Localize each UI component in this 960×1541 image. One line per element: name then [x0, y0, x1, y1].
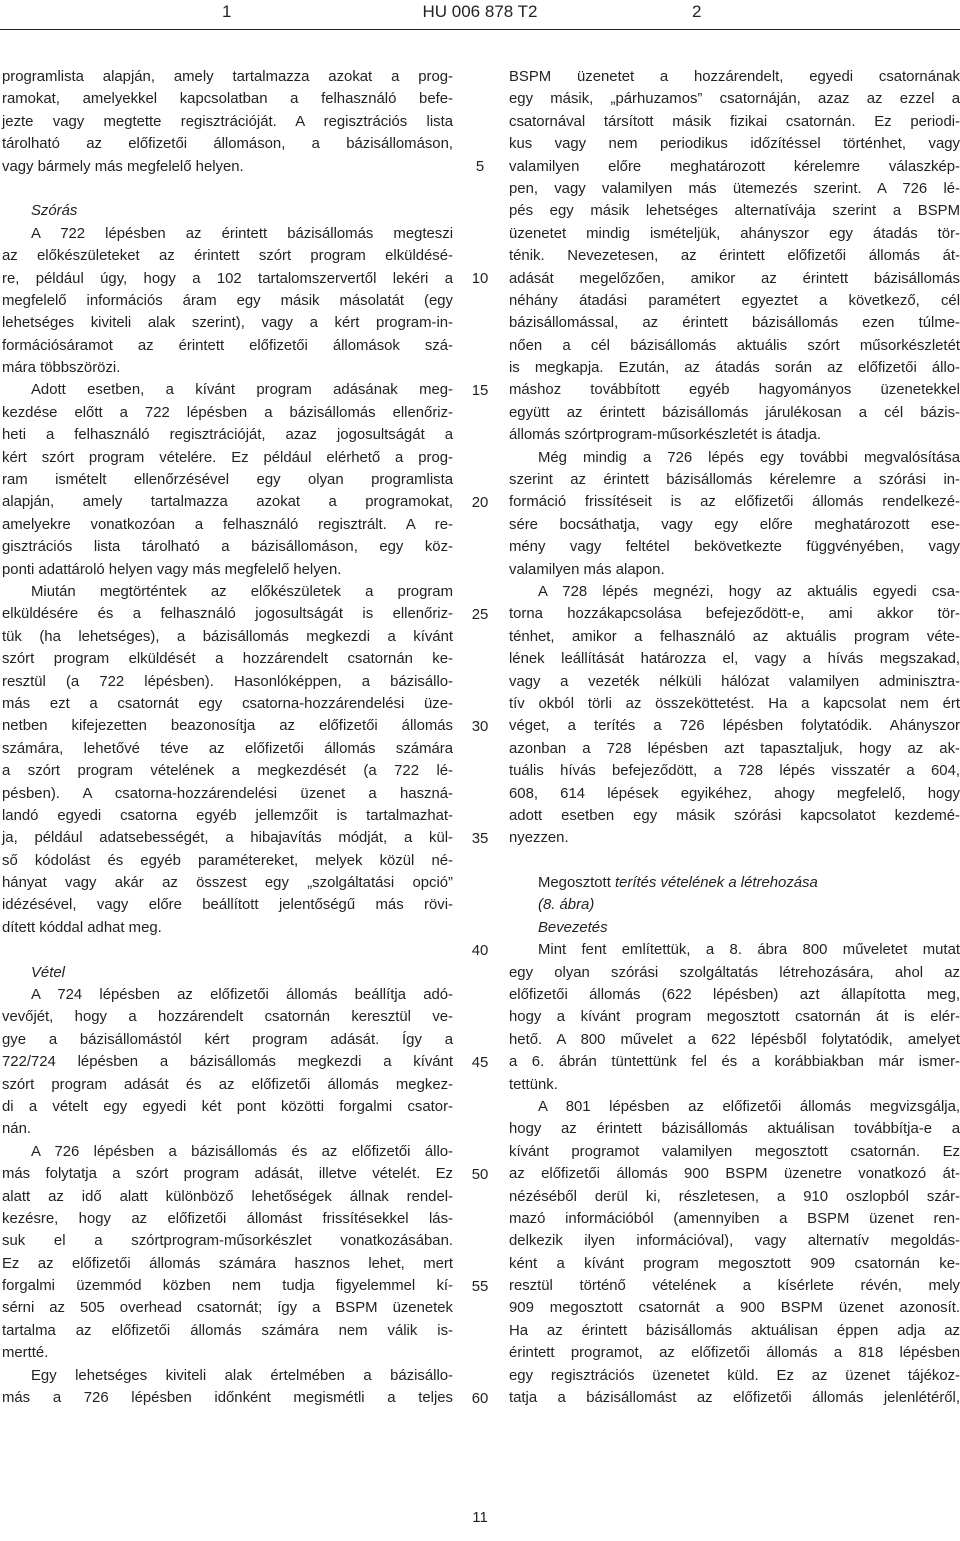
text-line: 722/724 lépésben a bázisállomás megkezdi a kívánt: [2, 1054, 453, 1071]
line-number: 10: [471, 270, 489, 287]
document-id: HU 006 878 T2: [422, 2, 538, 21]
text-line: Egy lehetséges kiviteli alak értelmében a bázisállo-: [31, 1367, 453, 1384]
section-heading: (8. ábra): [538, 897, 595, 914]
text-line: A 726 lépésben a bázisállomás és az előfizetői állo-: [31, 1143, 453, 1160]
text-line: 909 megosztott csatornát a 900 BSPM üzenet azonosít.: [509, 1300, 960, 1317]
text-line: 608, 614 lépések egyikéhez, ahogy megfelelő, hogy: [509, 785, 960, 802]
text-line: hető. A 800 művelet a 622 lépésből folytatódik, amelyet: [509, 1031, 960, 1048]
text-line: kezdése előtt a 722 lépésben a bázisállomás ellenőriz-: [2, 404, 453, 421]
text-line: mény vagy feltétel bekövetkezte függvényében, vagy: [509, 539, 960, 556]
text-line: Miután megtörténtek az előkészületek a program: [31, 583, 453, 600]
right-page-number: 2: [692, 2, 702, 21]
line-number: 60: [471, 1390, 489, 1407]
line-number: 25: [471, 606, 489, 623]
text-line: hogy az érintett bázisállomás aktuálisan továbbítja-e a: [509, 1121, 960, 1138]
line-number: 40: [471, 942, 489, 959]
text-line: hogy a kívánt program megosztott csatornán át is elér-: [509, 1009, 960, 1026]
text-line: A 801 lépésben az előfizetői állomás megvizsgálja,: [538, 1098, 960, 1115]
section-heading: Vétel: [31, 964, 65, 981]
text-line: alatt az idő alatt különböző lehetőségek állnak rendel-: [2, 1188, 453, 1205]
text-line: szórt program elküldését a hozzárendelt csatornán ke-: [2, 651, 453, 668]
text-line: A 724 lépésben az előfizetői állomás beállítja adó-: [31, 987, 453, 1004]
section-heading: Bevezetés: [538, 919, 608, 936]
text-line: suk el a szórtprogram-műsorkészlet vonatkozásában.: [2, 1233, 453, 1250]
section-heading: Szórás: [31, 203, 78, 220]
text-line: heti a felhasználó regisztrációját, azaz jogosultságát a: [2, 427, 453, 444]
footer-page-number: 11: [472, 1510, 488, 1526]
text-line: landó egyedi csatorna egyéb jellemzőit is tartalmazhat-: [2, 807, 453, 824]
text-line: kus vagy nem periodikus időzítéssel történhet, vagy: [509, 136, 960, 153]
text-line: valamilyen más alapon.: [509, 561, 665, 578]
text-line: alapján, amely tartalmazza azokat a programokat,: [2, 494, 453, 511]
line-number: 50: [471, 1166, 489, 1183]
line-number: 15: [471, 382, 489, 399]
text-line: a szórt program vételének a megkezdését (a 722 lé-: [2, 763, 453, 780]
text-line: forgalmi üzemmód közben nem tudja figyelemmel kí-: [2, 1278, 453, 1295]
text-line: tárolható az előfizetői állomáson, a bázisállomáson,: [2, 136, 453, 153]
text-line: más folytatja a szórt program adását, illetve vételét. Ez: [2, 1166, 453, 1183]
text-line: más ezt a csatornát egy csatorna-hozzárendelési üze-: [2, 695, 453, 712]
text-line: máshoz továbbított egyéb hagyományos üzenetekkel: [509, 382, 960, 399]
blank-line: [2, 939, 453, 961]
text-line: véget, a terítés a 726 lépésben folytatódik. Ahányszor: [509, 718, 960, 735]
text-line: szerint az érintett bázisállomás kérelemre a szórási in-: [509, 472, 960, 489]
text-line: nán.: [2, 1121, 31, 1138]
text-line: más a 726 lépésben időnként megismétli a teljes: [2, 1390, 453, 1407]
text-line: tív okból törli az összeköttetést. Ha a kapcsolat nem ért: [509, 695, 960, 712]
text-line: formációsáramot az érintett előfizetői állomások szá-: [2, 337, 453, 354]
blank-line: [2, 178, 453, 200]
text-line: ja, például adatsebességét, a hibajavítás módját, a kül-: [2, 830, 453, 847]
text-line: ténhet, amikor a felhasználó az aktuális program véte-: [509, 628, 960, 645]
line-number: 45: [471, 1054, 489, 1071]
text-line: Még mindig a 726 lépés egy további megvalósítása: [538, 449, 960, 466]
text-line: resztül történő vételének a kísérlete révén, mely: [509, 1278, 960, 1295]
text-line: sére bocsáthatja, vagy egy előre meghatározott ese-: [509, 516, 960, 533]
text-line: lehetséges kiviteli alak szerint), vagy a kért program-in-: [2, 315, 453, 332]
text-line: állomás szórtprogram-műsorkészletét is átadja.: [509, 427, 821, 444]
text-line: A 728 lépés megnézi, hogy az aktuális egyedi csa-: [538, 583, 960, 600]
text-line: idézésével, vagy előre beállított jelentőségű más rövi-: [2, 897, 453, 914]
text-line: amelyekre vonatkozóan a felhasználó regisztrált. A re-: [2, 516, 453, 533]
right-text-column: [509, 66, 960, 1409]
text-line: bázisállomással, az érintett bázisállomás ezen túlme-: [509, 315, 960, 332]
text-line: kívánt programot valamilyen megosztott csatornán. Ez: [509, 1143, 960, 1160]
line-number: 30: [471, 718, 489, 735]
text-line: szórt program adását és az előfizetői állomás megkez-: [2, 1076, 453, 1093]
text-line: dített kóddal adhat meg.: [2, 919, 162, 936]
text-line: is megkapja. Ezután, az átadás során az előfizetői állo-: [509, 360, 960, 377]
text-line: egy másik, „párhuzamos” csatornáján, azaz az ezzel a: [509, 91, 960, 108]
text-line: előfizetői állomás (622 lépésben) azt állapította meg,: [509, 987, 960, 1004]
text-line: mára többszörözi.: [2, 360, 121, 377]
text-line: a 6. ábrán tüntettünk fel és a korábbiakban már ismer-: [509, 1054, 960, 1071]
text-line: formáció frissítéseit is az előfizetői állomás rendelkezé-: [509, 494, 960, 511]
left-text-column: [2, 66, 453, 1409]
text-line: Mint fent említettük, a 8. ábra 800 műveletet mutat: [538, 942, 960, 959]
text-line: tettünk.: [509, 1076, 558, 1093]
text-line: nézéséből derül ki, részletesen, a 910 oszlopból szár-: [509, 1188, 960, 1205]
text-line: programlista alapján, amely tartalmazza azokat a prog-: [2, 69, 453, 85]
text-line: valamilyen előre meghatározott kérelemre válaszkép-: [509, 158, 960, 175]
text-line: BSPM üzenetet a hozzárendelt, egyedi csatornának: [509, 69, 960, 85]
text-line: vagy bármely más megfelelő helyen.: [2, 158, 244, 175]
text-line: netben kifejezetten beazonosítja az előfizetői állomás: [2, 718, 453, 735]
text-line: mertté.: [2, 1345, 49, 1362]
text-line: ram ismételt ellenőrzésével egy olyan programlista: [2, 472, 453, 489]
text-line: ramokat, amelyekkel kapcsolatban a felhasználó befe-: [2, 91, 453, 108]
text-line: kezésre, hogy az előfizetői állomást frissítésekkel lás-: [2, 1210, 453, 1227]
text-line: elküldésére és a felhasználó jogosultságát is ellenőriz-: [2, 606, 453, 623]
line-number: 35: [471, 830, 489, 847]
text-line: torna hozzákapcsolása befejeződött-e, ami akkor tör-: [509, 606, 960, 623]
text-line: resztül (a 722 lépésben). Hasonlóképpen, a bázisállo-: [2, 673, 453, 690]
text-line: ként a kívánt program megosztott 909 csatornán ke-: [509, 1255, 960, 1272]
text-line: azonban a 728 lépésben azt tapasztaljuk, hogy az ak-: [509, 740, 960, 757]
text-line: az előfizetői állomás 900 BSPM üzenetre vonatkozó át-: [509, 1166, 960, 1183]
text-line: Ez az előfizetői állomás számára hasznos lehet, mert: [2, 1255, 453, 1272]
text-line: adását megelőzően, amikor az érintett bázisállomás: [509, 270, 960, 287]
text-line: nően a cél bázisállomás aktuális szórt műsorkészletét: [509, 337, 960, 354]
text-line: ponti adattároló helyen vagy más megfelelő helyen.: [2, 561, 342, 578]
text-line: Ha az érintett bázisállomás aktuálisan éppen adja az: [509, 1322, 960, 1339]
heading-roman-part: Megosztott: [538, 875, 615, 892]
left-page-number: 1: [222, 2, 232, 21]
section-heading: [509, 872, 960, 894]
text-line: számára, lehetővé téve az előfizetői állomás számára: [2, 740, 453, 757]
text-line: üzenetet mindig ismételjük, ahányszor egy átadás tör-: [509, 225, 960, 242]
text-line: mazó információból (amennyiben a BSPM üzenet ren-: [509, 1210, 960, 1227]
text-line: néhány átadási paramétert egyeztet a következő, cél: [509, 292, 960, 309]
text-line: ső kódolást és egyéb paramétereket, melyek közül né-: [2, 852, 453, 869]
text-line: egy regisztrációs üzenetet küld. Ez az üzenet tájékoz-: [509, 1367, 960, 1384]
text-line: pés egy másik lehetséges alternatívája szerint a BSPM: [509, 203, 960, 220]
text-line: ténik. Nevezetesen, az érintett előfizetői állomás át-: [509, 248, 960, 265]
text-line: A 722 lépésben az érintett bázisállomás megteszi: [31, 225, 453, 242]
line-number: 5: [475, 158, 485, 175]
text-line: vevőjét, hogy a hozzárendelt csatornán keresztül ve-: [2, 1009, 453, 1026]
text-line: adott esetben egy másik szórási kapcsolatot kezdemé-: [509, 807, 960, 824]
text-line: nyezzen.: [509, 830, 569, 847]
text-line: delkezik ilyen információval), vagy alternatív megoldás-: [509, 1233, 960, 1250]
text-line: gisztrációs lista tárolható a bázisállomáson, egy köz-: [2, 539, 453, 556]
text-line: tartalma az előfizetői állomás számára nem válik is-: [2, 1322, 453, 1339]
text-line: tuális hívás befejeződött, a 728 lépés visszatér a 604,: [509, 763, 960, 780]
heading-italic-part: terítés vételének a létrehozása: [614, 875, 818, 892]
text-line: pen, vagy valamilyen más ütemezés szerint. A 726 lé-: [509, 180, 960, 197]
text-line: megfelelő információs áram egy másik másolatát (egy: [2, 292, 453, 309]
text-line: di a vételt egy egyedi két pont közötti forgalmi csator-: [2, 1098, 453, 1115]
text-line: vagy a vezeték nélküli hálózat valamilyen adminisztra-: [509, 673, 960, 690]
text-line: gye a bázisállomástól kért program adását. Így a: [2, 1031, 453, 1048]
text-line: csatornával társított másik fizikai csatornán. Ez periodi-: [509, 113, 960, 130]
header-rule: [0, 29, 960, 30]
text-line: pésben). A csatorna-hozzárendelési üzenet a haszná-: [2, 785, 453, 802]
text-line: Adott esetben, a kívánt program adásának meg-: [31, 382, 453, 399]
text-line: jezte vagy megtette regisztrációját. A regisztrációs lista: [2, 113, 453, 130]
text-line: kért szórt program vételére. Ez például elérhető a prog-: [2, 449, 453, 466]
text-line: egy olyan szórási szolgáltatás létrehozására, ahol az: [509, 964, 960, 981]
line-number: 20: [471, 494, 489, 511]
text-line: együtt az érintett bázisállomás járulékosan a cél bázis-: [509, 404, 960, 421]
text-line: érintett programot, az előfizetői állomás a 818 lépésben: [509, 1345, 960, 1362]
line-number: 55: [471, 1278, 489, 1295]
text-line: az előkészületeket az érintett szórt program elküldésé-: [2, 248, 453, 265]
blank-line: [509, 850, 960, 872]
text-line: hányat vagy akár az összest egy „szolgáltatási opció”: [2, 875, 453, 892]
text-line: tük (ha lehetséges), a bázisállomás megkezdi a kívánt: [2, 628, 453, 645]
text-line: tatja a bázisállomást az előfizetői állomás jelenlétéről,: [509, 1390, 960, 1407]
text-line: sérni az 505 overhead csatornát; így a BSPM üzenetek: [2, 1300, 453, 1317]
text-line: re, például úgy, hogy a 102 tartalomszervertől lekéri a: [2, 270, 453, 287]
text-line: lének leállítását határozza el, vagy a hívás megszakad,: [509, 651, 960, 668]
